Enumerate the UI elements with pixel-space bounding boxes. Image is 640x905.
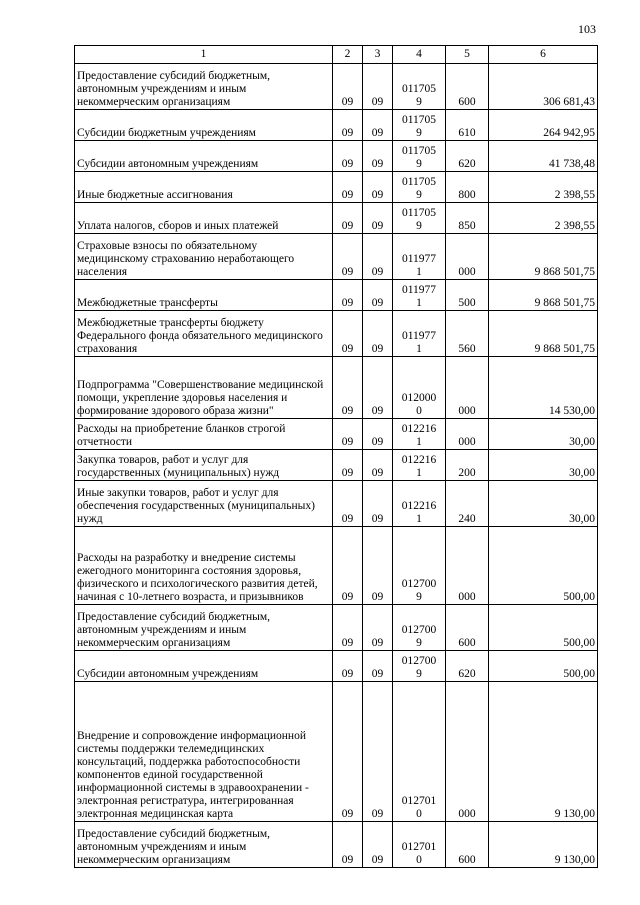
header-col-6: 6 [489,46,598,64]
row-type-cell: 240 [446,481,489,527]
table-body [75,64,598,868]
row-type-cell: 620 [446,651,489,682]
row-target-cell: 011705 9 [393,64,446,110]
row-amount-cell: 2 398,55 [489,172,598,203]
row-target-cell: 012701 0 [393,822,446,868]
row-amount-cell: 14 530,00 [489,357,598,419]
table-row [75,481,598,527]
row-type-cell: 200 [446,450,489,481]
row-amount-cell: 500,00 [489,651,598,682]
table-row [75,605,598,651]
row-subsection-cell: 09 [363,110,393,141]
row-target-cell: 012700 9 [393,605,446,651]
row-target-cell: 011705 9 [393,203,446,234]
row-name-cell: Расходы на приобретение бланков строгой отчетности [75,419,333,450]
table-row [75,203,598,234]
row-section-cell: 09 [333,64,363,110]
row-subsection-cell: 09 [363,311,393,357]
row-amount-cell: 9 868 501,75 [489,311,598,357]
row-subsection-cell: 09 [363,651,393,682]
row-amount-cell: 500,00 [489,605,598,651]
row-subsection-cell: 09 [363,450,393,481]
row-type-cell: 610 [446,110,489,141]
row-subsection-cell: 09 [363,527,393,605]
table-row [75,651,598,682]
row-name-cell: Предоставление субсидий бюджетным, автономным учреждениям и иным некоммерческим организациям [75,64,333,110]
row-subsection-cell: 09 [363,605,393,651]
row-section-cell: 09 [333,357,363,419]
row-name-cell: Предоставление субсидий бюджетным, автономным учреждениям и иным некоммерческим организациям [75,605,333,651]
row-amount-cell: 30,00 [489,450,598,481]
row-section-cell: 09 [333,311,363,357]
row-section-cell: 09 [333,481,363,527]
row-type-cell: 000 [446,527,489,605]
row-type-cell: 850 [446,203,489,234]
row-amount-cell: 264 942,95 [489,110,598,141]
row-type-cell: 600 [446,822,489,868]
table-row [75,64,598,110]
row-name-cell: Иные закупки товаров, работ и услуг для обеспечения государственных (муниципальных) нужд [75,481,333,527]
row-section-cell: 09 [333,280,363,311]
row-target-cell: 011705 9 [393,172,446,203]
row-type-cell: 620 [446,141,489,172]
row-subsection-cell: 09 [363,481,393,527]
row-subsection-cell: 09 [363,822,393,868]
row-section-cell: 09 [333,419,363,450]
row-target-cell: 012000 0 [393,357,446,419]
table-row [75,234,598,280]
row-type-cell: 000 [446,357,489,419]
table-row [75,141,598,172]
row-target-cell: 011977 1 [393,280,446,311]
row-subsection-cell: 09 [363,419,393,450]
row-subsection-cell: 09 [363,357,393,419]
table-row [75,357,598,419]
row-type-cell: 600 [446,605,489,651]
header-col-2: 2 [333,46,363,64]
row-amount-cell: 2 398,55 [489,203,598,234]
row-section-cell: 09 [333,203,363,234]
row-section-cell: 09 [333,141,363,172]
row-type-cell: 600 [446,64,489,110]
header-col-4: 4 [393,46,446,64]
row-section-cell: 09 [333,450,363,481]
row-subsection-cell: 09 [363,234,393,280]
page-number: 103 [578,22,596,36]
row-amount-cell: 30,00 [489,481,598,527]
row-name-cell: Субсидии бюджетным учреждениям [75,110,333,141]
row-subsection-cell: 09 [363,64,393,110]
table-row [75,682,598,822]
row-target-cell: 012700 9 [393,651,446,682]
row-amount-cell: 9 130,00 [489,682,598,822]
row-name-cell: Страховые взносы по обязательному медицинскому страхованию неработающего населения [75,234,333,280]
row-amount-cell: 9 868 501,75 [489,234,598,280]
header-col-3: 3 [363,46,393,64]
row-name-cell: Субсидии автономным учреждениям [75,651,333,682]
row-target-cell: 011705 9 [393,141,446,172]
header-col-5: 5 [446,46,489,64]
row-type-cell: 000 [446,682,489,822]
row-target-cell: 012701 0 [393,682,446,822]
row-type-cell: 800 [446,172,489,203]
row-section-cell: 09 [333,651,363,682]
row-name-cell: Закупка товаров, работ и услуг для государственных (муниципальных) нужд [75,450,333,481]
row-name-cell: Субсидии автономным учреждениям [75,141,333,172]
header-col-1: 1 [75,46,333,64]
row-target-cell: 011977 1 [393,234,446,280]
row-amount-cell: 41 738,48 [489,141,598,172]
table-row [75,280,598,311]
row-subsection-cell: 09 [363,280,393,311]
row-section-cell: 09 [333,822,363,868]
row-amount-cell: 9 868 501,75 [489,280,598,311]
budget-table [74,45,598,868]
row-amount-cell: 500,00 [489,527,598,605]
row-subsection-cell: 09 [363,141,393,172]
table-header-row [75,46,598,64]
row-target-cell: 012216 1 [393,419,446,450]
row-target-cell: 012700 9 [393,527,446,605]
row-name-cell: Предоставление субсидий бюджетным, автономным учреждениям и иным некоммерческим организациям [75,822,333,868]
row-subsection-cell: 09 [363,203,393,234]
row-section-cell: 09 [333,682,363,822]
row-section-cell: 09 [333,110,363,141]
row-type-cell: 500 [446,280,489,311]
row-subsection-cell: 09 [363,682,393,822]
table-row [75,172,598,203]
table-row [75,527,598,605]
row-amount-cell: 9 130,00 [489,822,598,868]
row-subsection-cell: 09 [363,172,393,203]
row-type-cell: 000 [446,234,489,280]
row-target-cell: 011705 9 [393,110,446,141]
row-amount-cell: 306 681,43 [489,64,598,110]
row-section-cell: 09 [333,172,363,203]
row-type-cell: 560 [446,311,489,357]
row-name-cell: Уплата налогов, сборов и иных платежей [75,203,333,234]
row-type-cell: 000 [446,419,489,450]
row-target-cell: 012216 1 [393,450,446,481]
row-name-cell: Иные бюджетные ассигнования [75,172,333,203]
table-row [75,311,598,357]
row-name-cell: Внедрение и сопровождение информационной системы поддержки телемедицинских консультаций, поддержка работоспособности компонентов единой государственной информационной системы в здравоохранении - электронная регистратура, интегрированная электронная медицинская карта [75,682,333,822]
table-row [75,450,598,481]
row-name-cell: Межбюджетные трансферты [75,280,333,311]
row-amount-cell: 30,00 [489,419,598,450]
row-section-cell: 09 [333,605,363,651]
table-row [75,822,598,868]
row-target-cell: 011977 1 [393,311,446,357]
row-section-cell: 09 [333,234,363,280]
row-section-cell: 09 [333,527,363,605]
row-target-cell: 012216 1 [393,481,446,527]
table-row [75,419,598,450]
row-name-cell: Межбюджетные трансферты бюджету Федерального фонда обязательного медицинского страхования [75,311,333,357]
table-row [75,110,598,141]
row-name-cell: Расходы на разработку и внедрение системы ежегодного мониторинга состояния здоровья, физического и психологического развития детей, начиная с 10-летнего возраста, и призывников [75,527,333,605]
row-name-cell: Подпрограмма "Совершенствование медицинской помощи, укрепление здоровья населения и формирование здорового образа жизни" [75,357,333,419]
